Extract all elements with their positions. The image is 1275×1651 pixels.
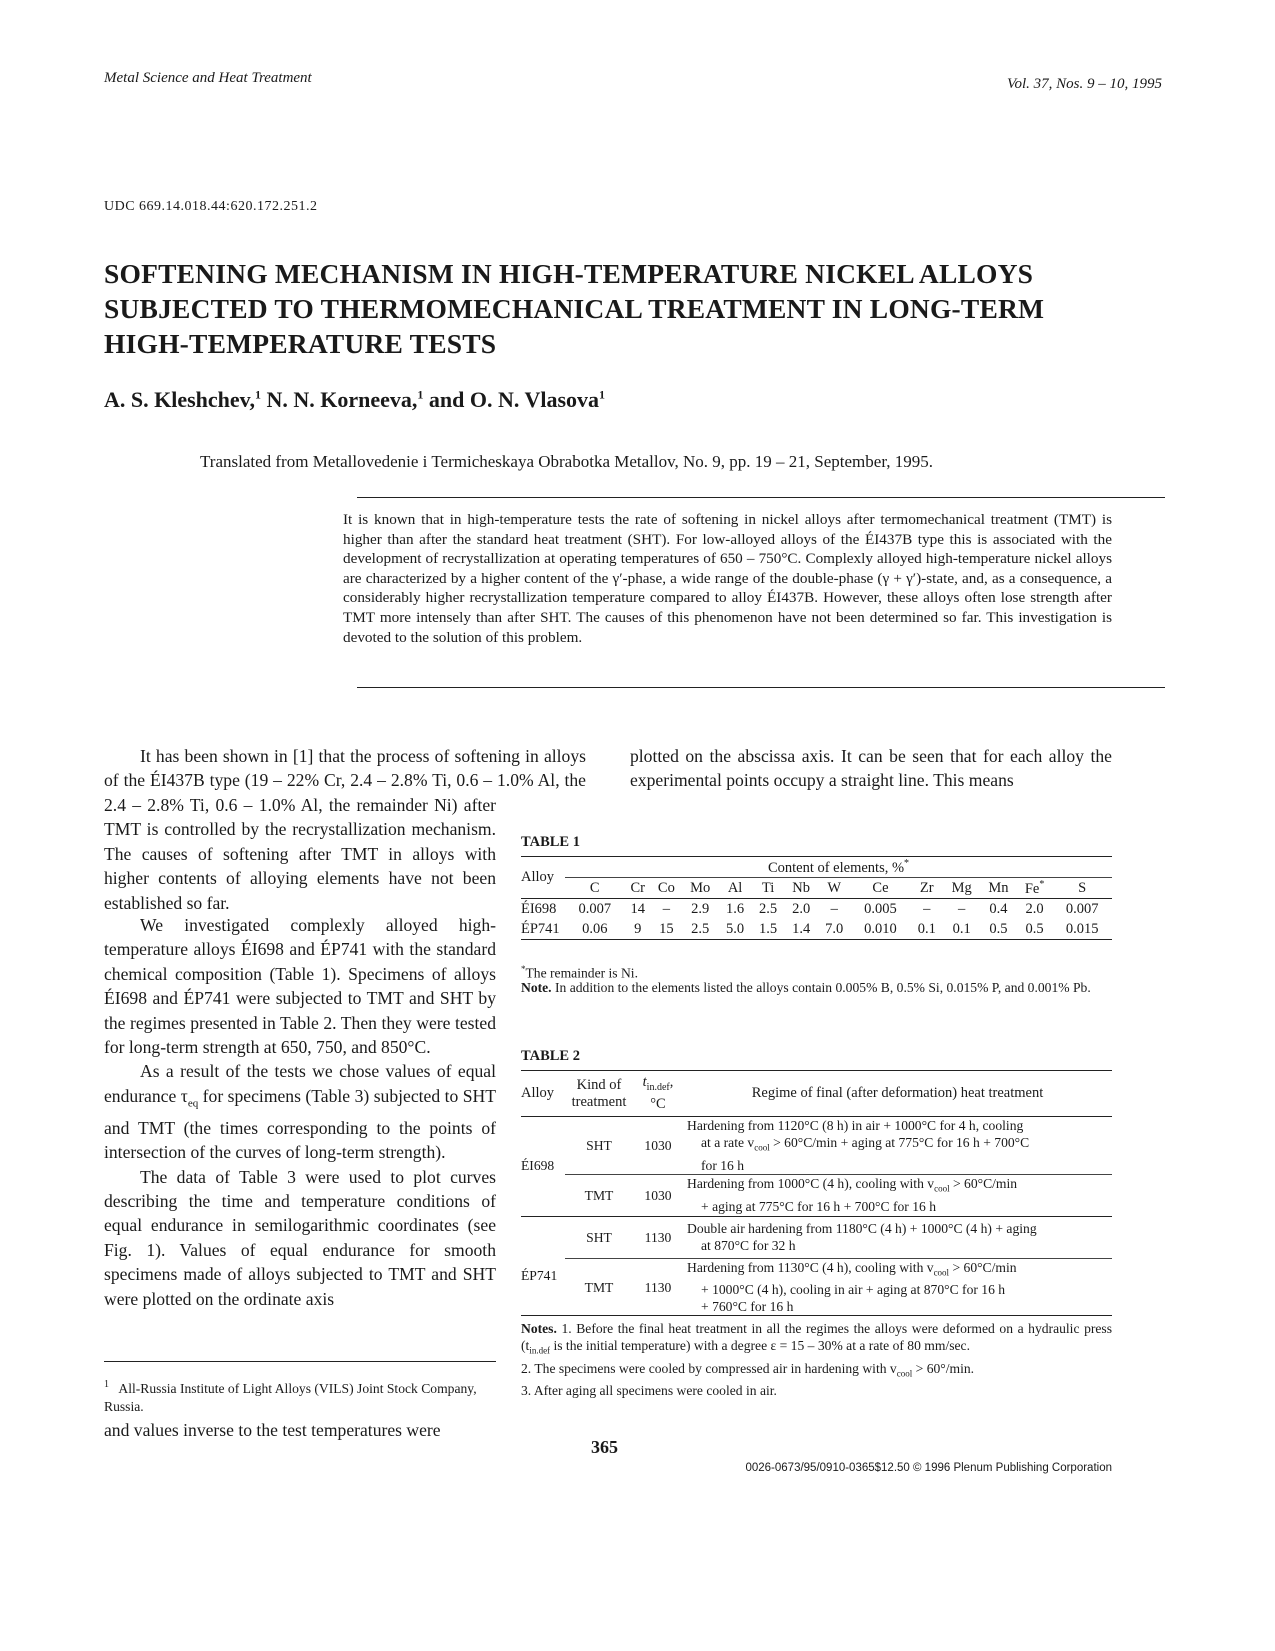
- table-1-column-headers: [521, 878, 1112, 899]
- right-paragraph-1: plotted on the abscissa axis. It can be seen that for each alloy the experimental points occupy a straight line. This means: [630, 746, 1112, 791]
- table-1: [521, 856, 1112, 940]
- paragraph-1-rest: [104, 793, 496, 913]
- table-cell: SHT: [565, 1117, 633, 1175]
- table-1-col-header: W: [827, 879, 842, 896]
- table-cell: 0.1: [917, 920, 936, 937]
- table-2-temp-header: $t_{in.def}$, °C: [642, 1074, 674, 1112]
- abstract-bottom-rule: [357, 687, 1165, 688]
- translation-note: Translated from Metallovedenie i Termicheskaya Obrabotka Metallov, No. 9, pp. 19 – 21, September, 1995.: [200, 452, 934, 471]
- table-cell: TMT: [584, 1187, 614, 1203]
- table-1-col-header: Co: [657, 879, 675, 896]
- table-cell: 2.5: [759, 900, 778, 917]
- table-cell: 2.9: [691, 900, 710, 917]
- table-cell: 0.007: [1065, 900, 1099, 917]
- table-cell: 1030: [644, 1187, 672, 1203]
- table-cell: 5.0: [726, 920, 745, 937]
- table-cell: 1130: [644, 1279, 672, 1295]
- table-2: [521, 1070, 1112, 1316]
- table-2-caption: TABLE 2: [521, 1048, 580, 1064]
- table-1-col-header: Ce: [872, 879, 889, 896]
- table-2-regime-cell: Hardening from 1120°C (8 h) in air + 1000°C for 4 h, cooling at a rate $v_{cool} > 60^\circ C/\min$ + aging at 775°C for 16 h + 700°C for 16 h: [683, 1117, 1112, 1175]
- abstract: It is known that in high-temperature tests the rate of softening in nickel alloys after termomechanical treatment (TMT) is higher than after the standard heat treatment (SHT). For low-alloyed alloys of the ÉI437B type this is associated with the development of recrystallization at operating temperatures of 650 – 750°C. Complexly alloyed high-temperature nickel alloys are characterized by a higher content of the γ′-phase, a wide range of the double-phase (γ + γ′)-state, and, as a consequence, a considerably higher recrystallization temperature compared to alloy ÉI437B. However, these alloys often lose strength after TMT more intensely than after SHT. The causes of this phenomenon have not been determined so far. This investigation is devoted to the solution of this problem.: [343, 511, 1112, 646]
- table-2-alloy-cell: ÉI698: [521, 1158, 555, 1173]
- author-1: A. S. Kleshchev,: [104, 387, 255, 412]
- left-column-last-line: [104, 1418, 496, 1442]
- table-1-col-header: Mo: [690, 879, 711, 896]
- abstract-top-rule: [357, 497, 1165, 498]
- table-cell: 0.06: [582, 920, 608, 937]
- table-1-col-header: Fe*: [1024, 878, 1045, 897]
- table-2-alloy-cell: ÉP741: [521, 1267, 558, 1283]
- title-line-3: HIGH-TEMPERATURE TESTS: [104, 328, 497, 359]
- left-column-continuation: [104, 768, 496, 1311]
- author-2: N. N. Korneeva,: [266, 387, 418, 412]
- table-cell: 0.5: [989, 920, 1008, 937]
- paragraph-1-rest-text: 2.4 – 2.8% Ti, 0.6 – 1.0% Al, the remainder Ni) after TMT is controlled by the recrystallization mechanism. The causes of softening after TMT in alloys with higher contents of alloying elements have not been established so far.: [104, 795, 496, 913]
- table-1-col-header: Zr: [919, 879, 934, 896]
- table-cell: 0.1: [952, 920, 971, 937]
- table-cell: 1.4: [792, 920, 811, 937]
- author-3: and O. N. Vlasova: [428, 387, 600, 412]
- author-1-mark: 1: [254, 387, 261, 402]
- table-cell: 14: [630, 900, 645, 917]
- title-line-2: SUBJECTED TO THERMOMECHANICAL TREATMENT IN LONG-TERM: [104, 293, 1045, 324]
- table-2-note-2: 2. The specimens were cooled by compressed air in hardening with $v_{cool} > 60^\circ/\min$.: [521, 1360, 975, 1379]
- table-2-notes: [521, 1320, 1112, 1399]
- paragraph-3: As a result of the tests we chose values of equal endurance $\tau_{eq}$ for specimens (Table 3) subjected to SHT and TMT (the times corresponding to the points of intersection of the curves of long-term strength).: [104, 1061, 496, 1163]
- table-1-caption: TABLE 1: [521, 834, 580, 850]
- paragraph-5: and values inverse to the test temperatures were: [104, 1420, 441, 1440]
- table-cell: 1.6: [726, 900, 745, 917]
- table-cell: TMT: [584, 1279, 614, 1295]
- table-row: [521, 919, 1112, 940]
- footnote-mark: 1: [104, 1379, 109, 1390]
- table-1-footnote: *The remainder is Ni.: [521, 964, 638, 981]
- title-line-1: SOFTENING MECHANISM IN HIGH-TEMPERATURE NICKEL ALLOYS: [104, 258, 1034, 289]
- table-1-note-label: Note.: [521, 980, 552, 995]
- table-1-col-header: Cr: [630, 879, 645, 896]
- paragraph-4: The data of Table 3 were used to plot curves describing the time and temperature conditions of equal endurance in semilogarithmic coordinates (see Fig. 1). Values of equal endurance for smooth specimens made of alloys subjected to TMT and SHT were plotted on the ordinate axis: [104, 1166, 496, 1309]
- article-title: [104, 256, 1174, 361]
- right-column-text: [630, 744, 1112, 793]
- table-1-col-header: Nb: [792, 879, 811, 896]
- table-cell: 15: [659, 920, 674, 937]
- table-2-regime-cell: Hardening from 1130°C (4 h), cooling with $v_{cool} > 60^\circ C/\min$ + 1000°C (4 h), cooling in air + aging at 870°C for 16 h + 760°C for 16 h: [687, 1259, 1017, 1315]
- table-row: [521, 899, 1112, 920]
- table-1-alloy-cell: ÉI698: [521, 900, 557, 917]
- table-cell: 1130: [633, 1216, 683, 1258]
- author-3-mark: 1: [599, 387, 606, 402]
- table-cell: 0.5: [1025, 920, 1044, 937]
- table-2-regime-cell: Hardening from 1000°C (4 h), cooling with $v_{cool} > 60^\circ C/\min$ + aging at 775°C for 16 h + 700°C for 16 h: [687, 1176, 1018, 1215]
- table-cell: 2.0: [1025, 900, 1044, 917]
- page-number: 365: [591, 1437, 618, 1457]
- table-row: [521, 1174, 1112, 1216]
- table-2-regime-cell: Double air hardening from 1180°C (4 h) + 1000°C (4 h) + aging at 870°C for 32 h: [683, 1216, 1112, 1258]
- table-1-note-text: In addition to the elements listed the alloys contain 0.005% B, 0.5% Si, 0.015% P, and 0.001% Pb.: [554, 980, 1091, 995]
- table-1-col-header: C: [589, 879, 600, 896]
- table-cell: 0.005: [864, 900, 897, 917]
- table-cell: 2.0: [792, 900, 811, 917]
- table-1-alloy-cell: ÉP741: [521, 920, 560, 937]
- table-1-col-header: S: [1078, 879, 1087, 896]
- table-2-regime-header: Regime of final (after deformation) heat treatment: [751, 1085, 1044, 1101]
- paragraph-1-text: It has been shown in [1] that the process of softening in alloys of the ÉI437B type (19 – 22% Cr, 2.4 – 2.8% Ti, 0.6 – 1.0% Al, the: [104, 746, 586, 791]
- table-row: [521, 1258, 1112, 1316]
- table-2-note-3: 3. After aging all specimens were cooled in air.: [521, 1383, 777, 1399]
- table-cell: 0.015: [1065, 920, 1099, 937]
- table-1-note: [521, 979, 1112, 996]
- table-cell: –: [958, 900, 966, 917]
- table-cell: –: [923, 900, 931, 917]
- copyright-line: 0026-0673/95/0910-0365$12.50 © 1996 Plenum Publishing Corporation: [745, 1462, 1112, 1474]
- table-cell: 9: [634, 920, 642, 937]
- table-cell: 1030: [633, 1117, 683, 1175]
- table-cell: SHT: [565, 1216, 633, 1258]
- authors-line: [104, 387, 605, 413]
- table-1-alloy-header: Alloy: [521, 857, 565, 899]
- table-cell: –: [830, 900, 838, 917]
- table-cell: 0.007: [578, 900, 612, 917]
- table-cell: 1.5: [759, 920, 778, 937]
- paragraph-2: We investigated complexly alloyed high-temperature alloys ÉI698 and ÉP741 with the standard chemical composition (Table 1). Specimens of alloys ÉI698 and ÉP741 were subjected to TMT and SHT by the regimes presented in Table 2. Then they were tested for long-term strength at 650, 750, and 850°C.: [104, 915, 496, 1058]
- table-1-col-header: Ti: [761, 879, 775, 896]
- table-1-group-header: Content of elements, %*: [565, 857, 1112, 878]
- table-cell: 0.4: [989, 900, 1008, 917]
- table-2-alloy-header: Alloy: [521, 1085, 555, 1101]
- table-cell: 7.0: [825, 920, 844, 937]
- udc-code: UDC 669.14.018.44:620.172.251.2: [104, 199, 318, 214]
- table-1-col-header: Al: [727, 879, 743, 896]
- table-2-note-1: Notes. 1. Before the final heat treatment in all the regimes the alloys were deformed on a hydraulic press ($t_{in.def}$ is the initial temperature) with a degree ε = 15 – 30% at a rate of 80 mm/sec.: [521, 1321, 1113, 1356]
- table-1-col-header: Mg: [951, 879, 972, 896]
- table-cell: –: [662, 900, 670, 917]
- footnote-rule: [104, 1361, 496, 1362]
- volume-info: Vol. 37, Nos. 9 – 10, 1995: [1006, 76, 1162, 92]
- table-2-kind-header: Kind of treatment: [571, 1076, 627, 1110]
- table-1-col-header: Mn: [988, 879, 1009, 896]
- footnote: [104, 1376, 496, 1416]
- table-row: [521, 1216, 1112, 1258]
- table-cell: 2.5: [691, 920, 710, 937]
- footnote-text: All-Russia Institute of Light Alloys (VILS) Joint Stock Company, Russia.: [104, 1380, 477, 1414]
- author-2-mark: 1: [417, 387, 424, 402]
- table-cell: 0.010: [864, 920, 897, 937]
- journal-name: Metal Science and Heat Treatment: [104, 70, 312, 86]
- table-row: [521, 1117, 1112, 1175]
